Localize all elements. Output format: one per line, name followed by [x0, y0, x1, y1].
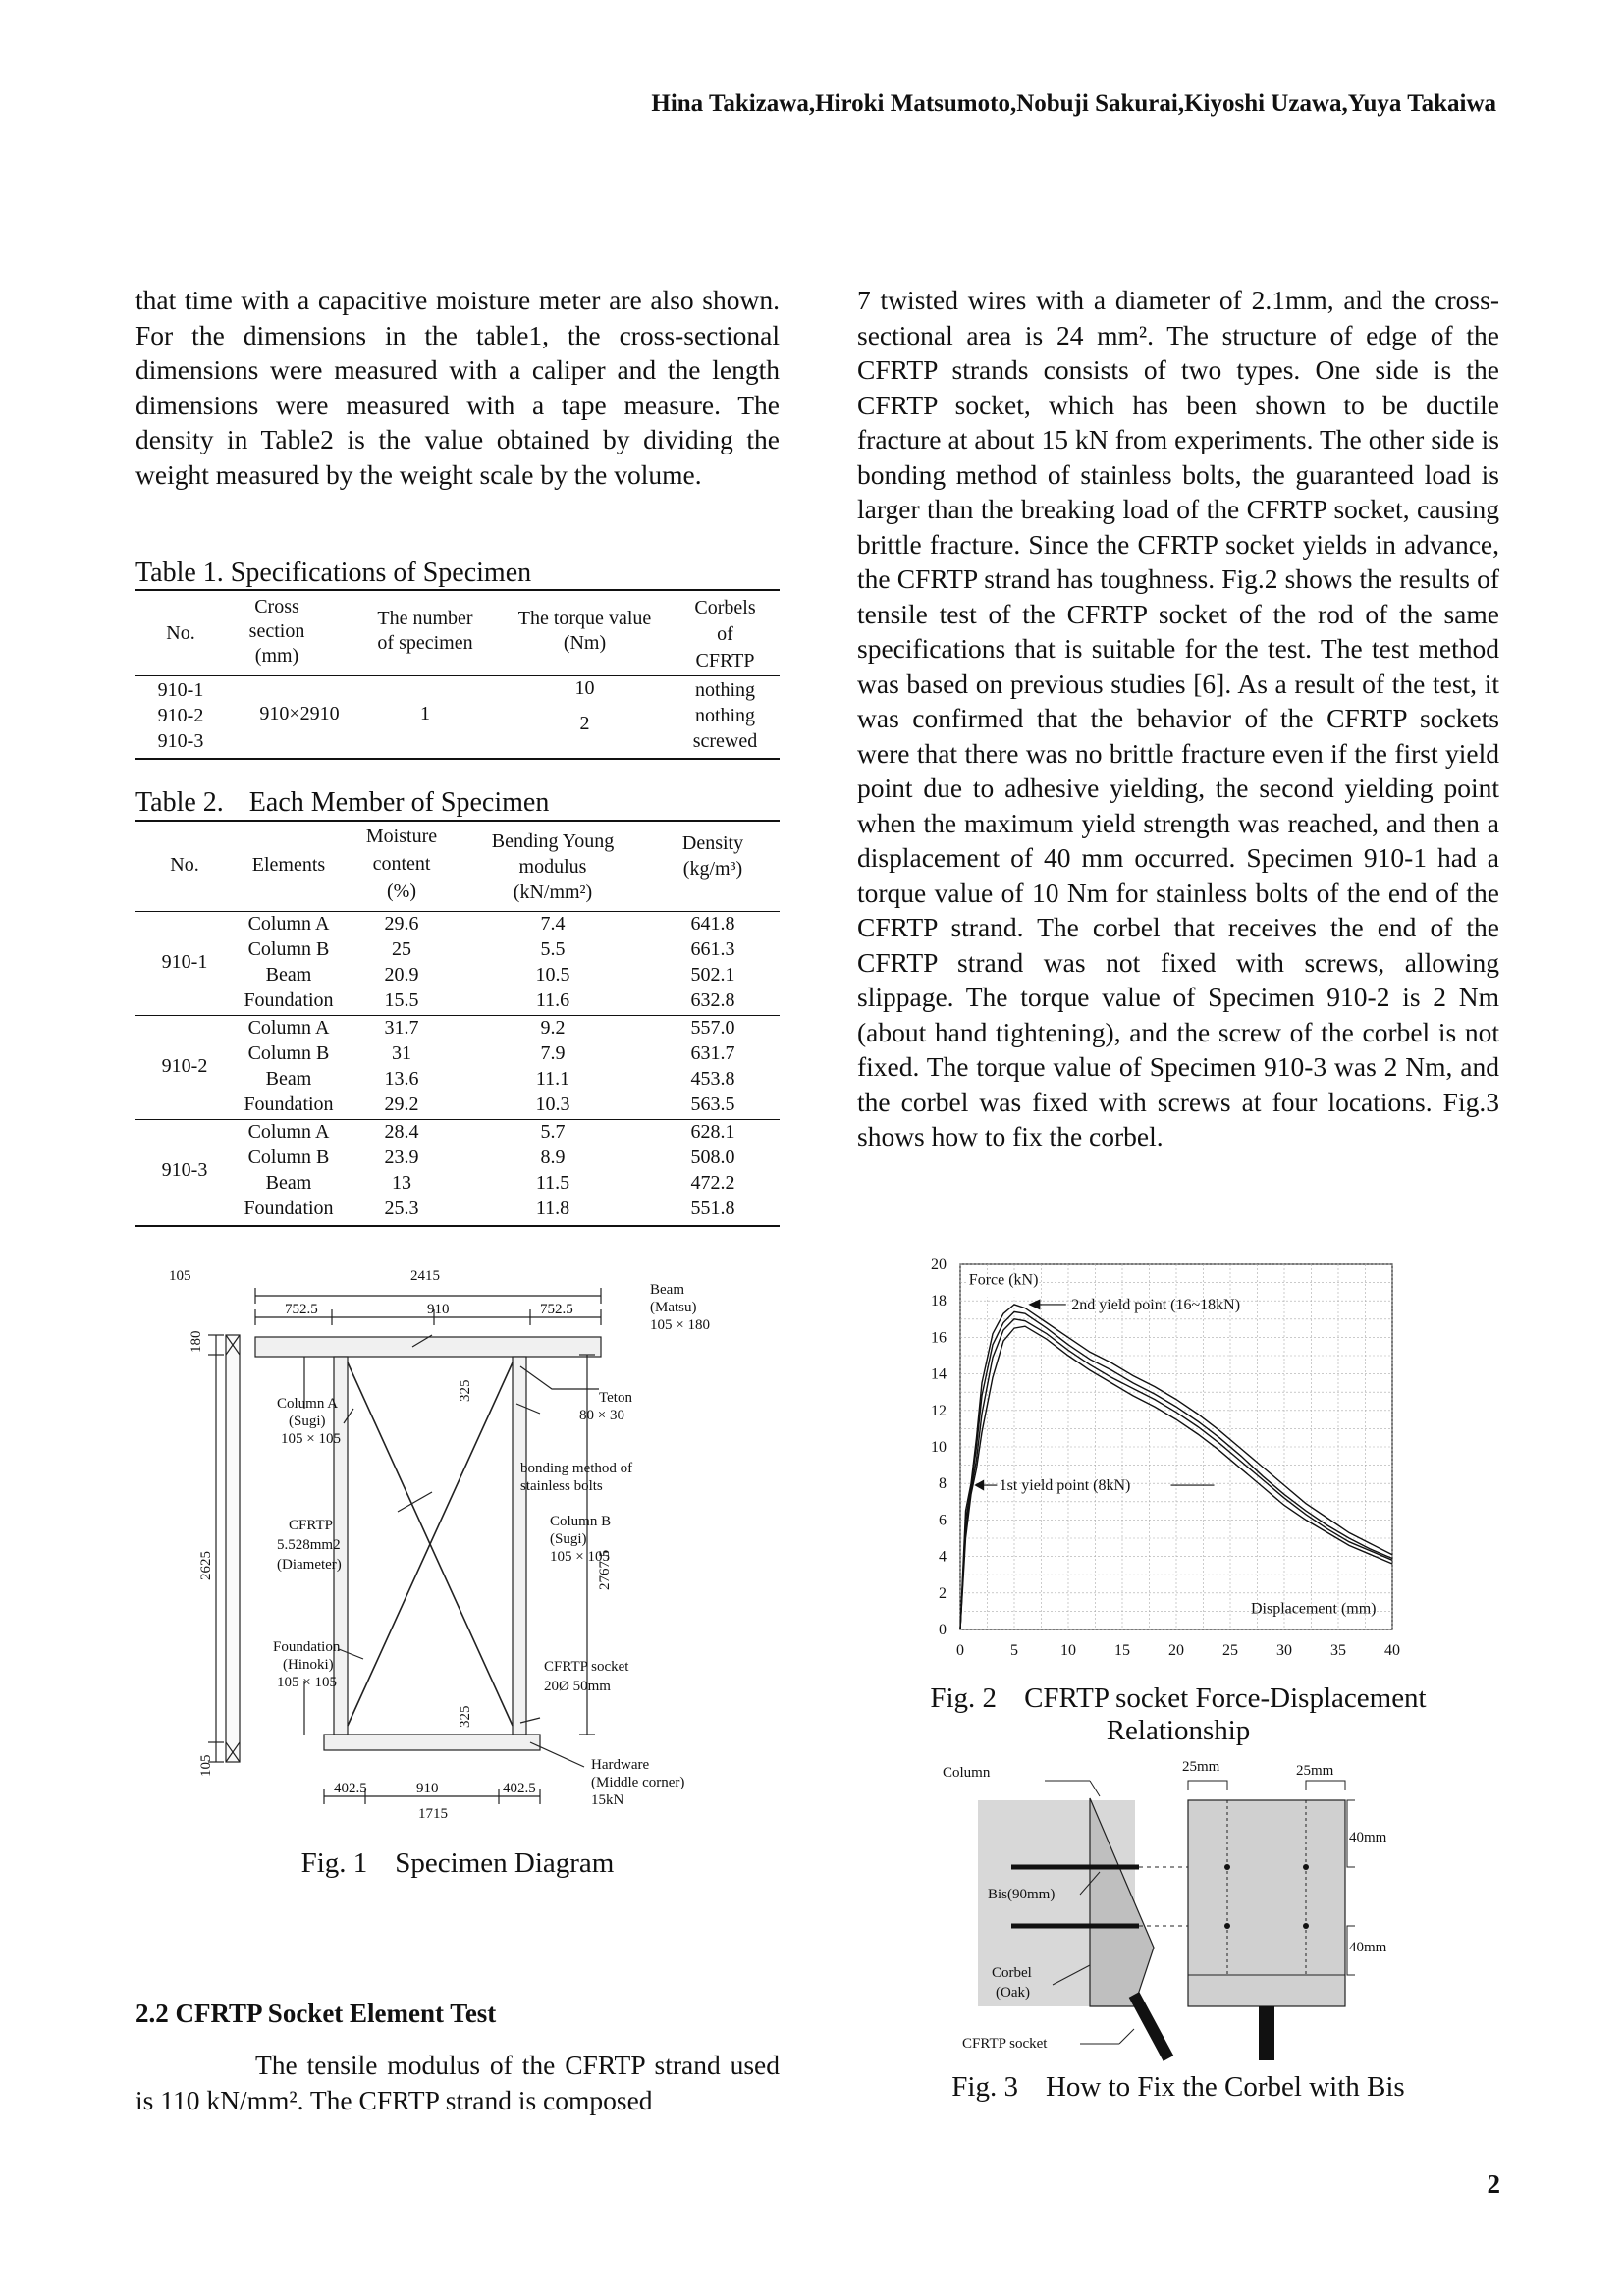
table-cell: 557.0: [690, 1017, 735, 1039]
y-tick-label: 8: [939, 1475, 947, 1493]
table-cell: 11.8: [535, 1198, 570, 1219]
table-cell: 910×2910: [259, 703, 340, 724]
cfrtp-socket-front: [1259, 2006, 1274, 2060]
fig1-label: (Matsu): [650, 1300, 697, 1315]
table-cell: 31: [392, 1042, 411, 1064]
table-rule: [135, 1119, 780, 1120]
y-axis-label: Force (kN): [968, 1271, 1039, 1289]
x-tick-label: 30: [1276, 1642, 1292, 1659]
fig3-label: CFRTP socket: [962, 2036, 1048, 2052]
t1-corbel-col: [671, 677, 780, 754]
fig1-label: 105 × 105: [277, 1675, 337, 1690]
table1-header-rule: [135, 675, 780, 676]
table-cell: 910-2: [161, 1055, 208, 1077]
table-cell: Column B: [247, 1147, 330, 1168]
x-tick-label: 10: [1060, 1642, 1076, 1659]
table-cell: Column B: [247, 938, 330, 960]
fig1-label: 80 × 30: [579, 1408, 624, 1423]
arrow-head: [974, 1479, 984, 1490]
fig1-label: 15kN: [591, 1792, 624, 1808]
table-cell: Beam: [265, 964, 312, 986]
t1-no-col: [135, 677, 226, 754]
table-cell: Beam: [265, 1068, 312, 1090]
table-cell: 15.5: [384, 989, 419, 1011]
table-cell: 10: [574, 677, 595, 699]
fig1-specimen-diagram: [169, 1256, 736, 1826]
table-cell: 9.2: [540, 1017, 566, 1039]
table-cell: 508.0: [690, 1147, 735, 1168]
fig1-label: 325: [458, 1705, 473, 1728]
fig2-chart: [923, 1255, 1424, 1667]
table-row-group: [135, 1017, 780, 1119]
fig1-label: 402.5: [334, 1781, 367, 1796]
t1-h-corbels: Corbels of CFRTP: [694, 597, 756, 671]
table-cell: Foundation: [244, 1094, 334, 1115]
table-cell: 910-1: [161, 951, 208, 973]
fig1-label: (Sugi): [289, 1414, 326, 1429]
table1-body: [135, 677, 780, 758]
table-cell: 910-1: [157, 679, 204, 701]
foundation-shape: [324, 1735, 540, 1750]
table-cell: Beam: [265, 1172, 312, 1194]
x-tick-label: 0: [956, 1642, 964, 1659]
fig1-label: bonding method of: [520, 1461, 633, 1476]
page-number: 2: [1487, 2169, 1500, 2199]
table-cell: Foundation: [244, 1198, 334, 1219]
fig2-caption: Fig. 2 CFRTP socket Force-Displacement Relationship: [930, 1682, 1427, 1746]
fig1-label: Teton: [599, 1390, 632, 1406]
table-cell: 25.3: [384, 1198, 419, 1219]
table-cell: 502.1: [690, 964, 735, 986]
table-cell: 628.1: [690, 1121, 735, 1143]
y-tick-label: 18: [931, 1293, 947, 1310]
table1-top-rule: [135, 589, 780, 591]
y-tick-label: 2: [939, 1584, 947, 1602]
fig1-caption: Fig. 1 Specimen Diagram: [300, 1847, 615, 1879]
table-rule: [135, 911, 780, 912]
table-cell: 631.7: [690, 1042, 735, 1064]
x-tick-label: 35: [1330, 1642, 1346, 1659]
table-cell: 29.2: [384, 1094, 419, 1115]
table-cell: 25: [392, 938, 411, 960]
right-paragraph: 7 twisted wires with a diameter of 2.1mm, and the cross-sectional area is 24 mm². The structure of edge of the CFRTP strands consists of two types. One side is the CFRTP socket, which has been shown to be ductile fracture at about 15 kN from experiments. The other side is bonding method of stainless bolts, the guaranteed load is larger than the breaking load of the CFRTP socket, causing brittle fracture. Since the CFRTP socket yields in advance, the CFRTP strand has toughness. Fig.2 shows the results of tensile test of the CFRTP socket of the rod of the same specifications that is suitable for the test. The test method was based on previous studies [6]. As a result of the test, it was confirmed that the behavior of the CFRTP sockets were that there was no brittle fracture even if the first yield point due to adhesive yielding, the second yielding point when the maximum yield strength was reached, and then a displacement of 40 mm occurred. Specimen 910-1 had a torque value of 10 Nm for stainless bolts of the end of the CFRTP strand. The corbel that receives the end of the CFRTP strand was not fixed with screws, allowing slippage. The torque value of Specimen 910-2 is 2 Nm (about hand tightening), and the screw of the corbel is not fixed. The torque value of Specimen 910-3 was 2 Nm, and the corbel was fixed with screws at four locations. Fig.3 shows how to fix the corbel.: [857, 285, 1499, 1151]
table-cell: Column A: [247, 1121, 330, 1143]
table-cell: 13.6: [384, 1068, 419, 1090]
table-cell: 1: [420, 703, 430, 724]
cfrtp-socket-shape: [1134, 1995, 1168, 2058]
t2-h-density: Density (kg/m³): [681, 832, 744, 880]
t1-h-torque: The torque value (Nm): [517, 608, 652, 654]
table-cell: 29.6: [384, 913, 419, 934]
y-tick-label: 12: [931, 1402, 947, 1419]
chart-grid: [960, 1264, 1392, 1629]
fig1-label: 2625: [198, 1551, 214, 1580]
fig1-label: Hardware: [591, 1757, 650, 1773]
table-cell: nothing: [694, 705, 756, 726]
y-tick-label: 16: [931, 1329, 947, 1347]
table-cell: 11.5: [535, 1172, 570, 1194]
t1-h-no: No.: [166, 622, 195, 644]
table-cell: 23.9: [384, 1147, 419, 1168]
fig1-label: 1715: [418, 1806, 448, 1822]
t2-h-no: No.: [170, 854, 199, 876]
fig1-label: 180: [189, 1330, 204, 1353]
table1-header: [135, 593, 780, 673]
table-cell: 31.7: [384, 1017, 419, 1039]
fig1-label: Column B: [550, 1514, 612, 1529]
fig1-label: stainless bolts: [520, 1478, 603, 1494]
fig3-caption: Fig. 3 How to Fix the Corbel with Bis: [951, 2071, 1405, 2103]
fig1-label: 105 × 180: [650, 1317, 710, 1333]
table1-caption: Table 1. Specifications of Specimen: [135, 558, 532, 588]
fig3-label: 25mm: [1296, 1763, 1334, 1779]
fig3-label: 40mm: [1349, 1940, 1387, 1955]
fig1-label: 752.5: [540, 1302, 573, 1317]
table-cell: 7.4: [540, 913, 566, 934]
x-tick-label: 15: [1114, 1642, 1130, 1659]
section-heading: 2.2 CFRTP Socket Element Test: [135, 1999, 497, 2028]
table2-caption: Table 2. Each Member of Specimen: [135, 787, 550, 818]
x-tick-label: 5: [1010, 1642, 1018, 1659]
table-cell: 661.3: [690, 938, 735, 960]
table-cell: 13: [392, 1172, 411, 1194]
fig1-label: 2767.5: [597, 1549, 613, 1590]
t1-h-number: The number of specimen: [377, 608, 473, 654]
running-header: Hina Takizawa,Hiroki Matsumoto,Nobuji Sakurai,Kiyoshi Uzawa,Yuya Takaiwa: [651, 90, 1496, 117]
annotation-1st-yield: 1st yield point (8kN): [999, 1477, 1131, 1495]
fig1-label: Foundation: [273, 1639, 341, 1655]
table-cell: screwed: [692, 730, 758, 752]
table-cell: 5.7: [540, 1121, 566, 1143]
table-cell: 563.5: [690, 1094, 735, 1115]
table-cell: 472.2: [690, 1172, 735, 1194]
t2-h-modulus: Bending Young modulus (kN/mm²): [491, 830, 615, 903]
fig1-label: Beam: [650, 1282, 684, 1298]
fig1-label: CFRTP: [289, 1518, 333, 1533]
table-cell: Column B: [247, 1042, 330, 1064]
table-cell: 20.9: [384, 964, 419, 986]
table-cell: 7.9: [540, 1042, 566, 1064]
table2-header: [135, 823, 780, 911]
table-cell: 10.3: [535, 1094, 570, 1115]
annotation-2nd-yield: 2nd yield point (16~18kN): [1071, 1296, 1241, 1313]
x-axis-label: Displacement (mm): [1250, 1600, 1377, 1618]
table-cell: 910-3: [161, 1159, 208, 1181]
table-cell: 11.1: [535, 1068, 570, 1090]
table-cell: 453.8: [690, 1068, 735, 1090]
fig3-label: Column: [943, 1765, 991, 1781]
fig1-label: (Middle corner): [591, 1775, 685, 1790]
fig1-label: 105: [198, 1754, 214, 1777]
table-cell: 28.4: [384, 1121, 419, 1143]
fig1-label: 105: [169, 1268, 191, 1284]
column-b-shape: [513, 1357, 526, 1735]
table-rule: [135, 1015, 780, 1016]
table-cell: 910-3: [157, 730, 204, 752]
y-tick-label: 6: [939, 1512, 947, 1529]
fig3-label: Bis(90mm): [988, 1887, 1056, 1902]
table-cell: Column A: [247, 913, 330, 934]
fig1-label: 752.5: [285, 1302, 318, 1317]
fig3-label: 25mm: [1182, 1759, 1220, 1775]
fig1-label: 105 × 105: [281, 1431, 341, 1447]
beam-shape: [255, 1337, 601, 1357]
fig1-label: 910: [416, 1781, 439, 1796]
table-cell: 910-2: [157, 705, 204, 726]
t2-h-elements: Elements: [251, 854, 326, 876]
table-cell: 551.8: [690, 1198, 735, 1219]
fig1-label: 105 × 105: [550, 1549, 610, 1565]
fig3-label: Corbel: [992, 1965, 1032, 1981]
fig3-label: (Oak): [996, 1985, 1030, 2001]
intro-paragraph: that time with a capacitive moisture meter are also shown. For the dimensions in the table1, the cross-sectional dimensions were measured with a caliper and the length dimensions were measured with a tape measure. The density in Table2 is the value obtained by dividing the weight measured by the weight scale by the volume.: [135, 285, 780, 490]
fig3-corbel-diagram: [943, 1749, 1434, 2063]
fig1-label: 402.5: [503, 1781, 536, 1796]
x-tick-label: 40: [1384, 1642, 1400, 1659]
fig1-label: (Hinoki): [283, 1657, 334, 1673]
table2-top-rule: [135, 820, 780, 822]
y-tick-label: 10: [931, 1439, 947, 1456]
table2-bottom-rule: [135, 1225, 780, 1227]
y-tick-label: 20: [931, 1256, 947, 1273]
t1-h-cross: Cross section (mm): [248, 596, 305, 667]
x-tick-label: 25: [1222, 1642, 1238, 1659]
series-line-1: [960, 1305, 1392, 1629]
fig1-label: (Diameter): [277, 1557, 342, 1573]
table-cell: 2: [579, 713, 590, 734]
table-cell: Column A: [247, 1017, 330, 1039]
fig1-label: 2415: [410, 1268, 440, 1284]
table1-bottom-rule: [135, 758, 780, 760]
fig1-label: Column A: [277, 1396, 339, 1412]
table-cell: 5.5: [540, 938, 566, 960]
fig1-label: 5.528mm2: [277, 1537, 341, 1553]
y-tick-label: 0: [939, 1622, 947, 1638]
table-cell: 10.5: [535, 964, 570, 986]
y-tick-label: 14: [931, 1365, 947, 1383]
table-cell: 11.6: [535, 989, 570, 1011]
fig1-label: 20Ø 50mm: [544, 1679, 611, 1694]
table-cell: 641.8: [690, 913, 735, 934]
table-cell: 632.8: [690, 989, 735, 1011]
arrow-head: [1028, 1299, 1040, 1309]
table-cell: Foundation: [244, 989, 334, 1011]
fig1-label: CFRTP socket: [544, 1659, 629, 1675]
table-row-group: [135, 1121, 780, 1223]
y-tick-label: 4: [939, 1548, 947, 1566]
x-tick-label: 20: [1168, 1642, 1184, 1659]
table-row-group: [135, 913, 780, 1015]
t2-h-moisture: Moisture content (%): [365, 826, 438, 902]
fig3-label: 40mm: [1349, 1830, 1387, 1845]
fig1-label: 325: [458, 1379, 473, 1402]
table-cell: nothing: [694, 679, 756, 701]
fig1-label: 910: [427, 1302, 450, 1317]
fig1-label: (Sugi): [550, 1531, 587, 1547]
table-cell: 8.9: [540, 1147, 566, 1168]
section-paragraph: The tensile modulus of the CFRTP strand used is 110 kN/mm². The CFRTP strand is composed: [135, 2050, 780, 2115]
